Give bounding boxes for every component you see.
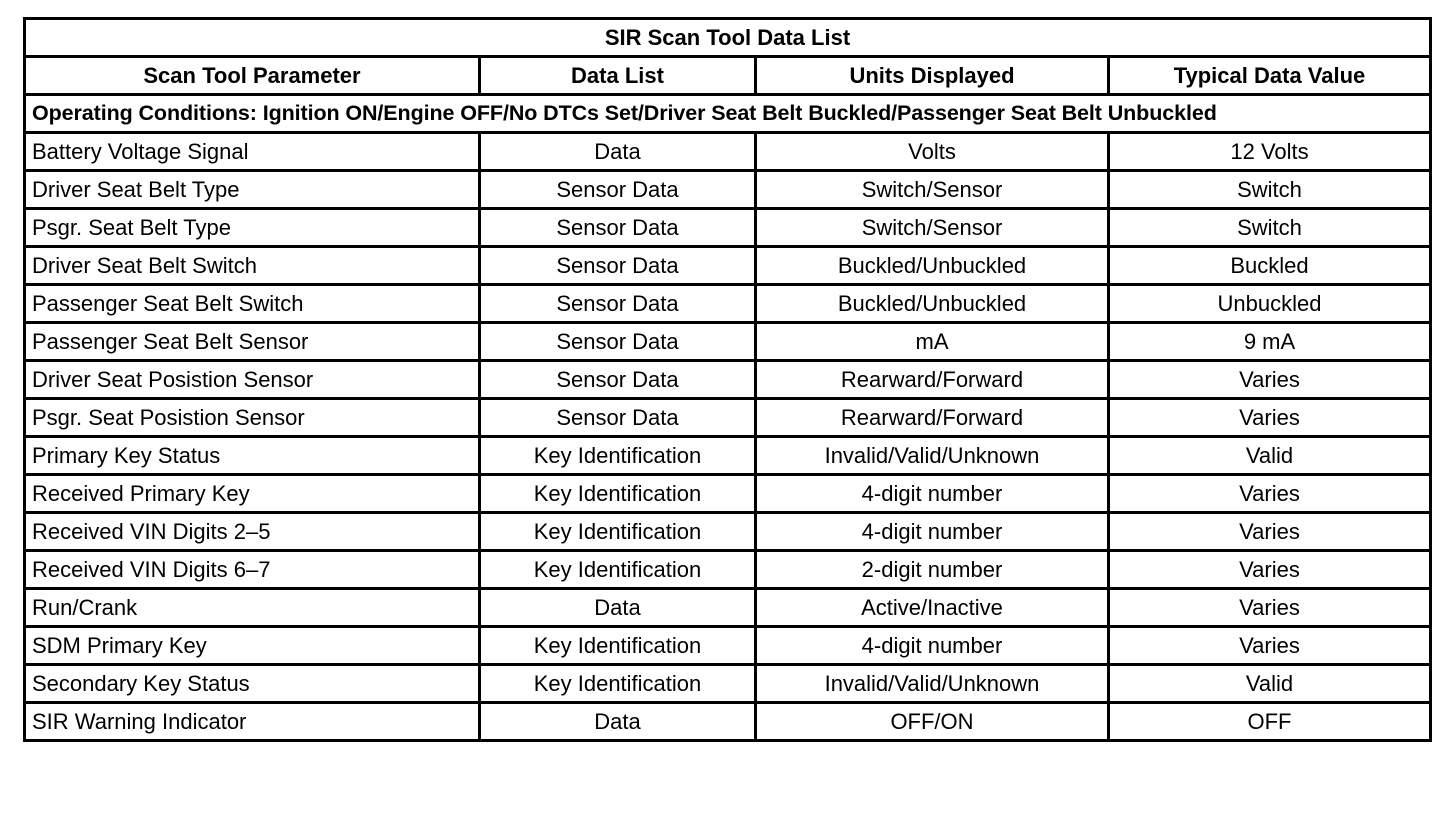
cell-units: Volts (756, 133, 1109, 171)
cell-data-list: Data (480, 703, 756, 741)
cell-units: mA (756, 323, 1109, 361)
cell-typical-value: Switch (1109, 171, 1431, 209)
cell-units: Switch/Sensor (756, 209, 1109, 247)
table-row (25, 285, 1431, 323)
cell-typical-value: Unbuckled (1109, 285, 1431, 323)
cell-typical-value: Varies (1109, 513, 1431, 551)
cell-data-list: Key Identification (480, 665, 756, 703)
table-row (25, 133, 1431, 171)
cell-units: Buckled/Unbuckled (756, 285, 1109, 323)
sir-scan-tool-data-table (23, 17, 1432, 742)
cell-data-list: Sensor Data (480, 285, 756, 323)
cell-parameter: Secondary Key Status (25, 665, 480, 703)
cell-data-list: Key Identification (480, 437, 756, 475)
cell-data-list: Key Identification (480, 627, 756, 665)
cell-data-list: Sensor Data (480, 323, 756, 361)
column-header-row (25, 57, 1431, 95)
cell-parameter: Psgr. Seat Belt Type (25, 209, 480, 247)
cell-units: 4-digit number (756, 513, 1109, 551)
cell-parameter: Primary Key Status (25, 437, 480, 475)
cell-units: Rearward/Forward (756, 399, 1109, 437)
cell-parameter: SIR Warning Indicator (25, 703, 480, 741)
cell-units: 2-digit number (756, 551, 1109, 589)
cell-data-list: Sensor Data (480, 361, 756, 399)
cell-data-list: Key Identification (480, 551, 756, 589)
table-row (25, 551, 1431, 589)
cell-typical-value: Varies (1109, 475, 1431, 513)
cell-typical-value: Varies (1109, 361, 1431, 399)
table-row (25, 665, 1431, 703)
cell-typical-value: Switch (1109, 209, 1431, 247)
cell-units: Switch/Sensor (756, 171, 1109, 209)
cell-parameter: Received VIN Digits 2–5 (25, 513, 480, 551)
table-row (25, 361, 1431, 399)
cell-typical-value: Varies (1109, 551, 1431, 589)
cell-typical-value: Varies (1109, 589, 1431, 627)
cell-units: 4-digit number (756, 627, 1109, 665)
cell-typical-value: 12 Volts (1109, 133, 1431, 171)
cell-units: Invalid/Valid/Unknown (756, 665, 1109, 703)
cell-typical-value: Valid (1109, 437, 1431, 475)
table-row (25, 247, 1431, 285)
table-row (25, 399, 1431, 437)
cell-units: Invalid/Valid/Unknown (756, 437, 1109, 475)
operating-conditions-row (25, 95, 1431, 133)
header-data-list: Data List (480, 57, 756, 95)
cell-parameter: SDM Primary Key (25, 627, 480, 665)
table-row (25, 703, 1431, 741)
cell-data-list: Sensor Data (480, 209, 756, 247)
cell-parameter: Passenger Seat Belt Sensor (25, 323, 480, 361)
table-row (25, 475, 1431, 513)
table-row (25, 627, 1431, 665)
table-row (25, 323, 1431, 361)
cell-data-list: Sensor Data (480, 171, 756, 209)
cell-parameter: Passenger Seat Belt Switch (25, 285, 480, 323)
cell-typical-value: Varies (1109, 627, 1431, 665)
cell-data-list: Data (480, 589, 756, 627)
cell-parameter: Received Primary Key (25, 475, 480, 513)
cell-parameter: Battery Voltage Signal (25, 133, 480, 171)
header-typical-data-value: Typical Data Value (1109, 57, 1431, 95)
cell-parameter: Driver Seat Belt Switch (25, 247, 480, 285)
table-row (25, 437, 1431, 475)
cell-units: Active/Inactive (756, 589, 1109, 627)
cell-parameter: Received VIN Digits 6–7 (25, 551, 480, 589)
cell-parameter: Driver Seat Posistion Sensor (25, 361, 480, 399)
table-row (25, 589, 1431, 627)
cell-typical-value: Valid (1109, 665, 1431, 703)
table-body (25, 133, 1431, 741)
header-scan-tool-parameter: Scan Tool Parameter (25, 57, 480, 95)
cell-units: Buckled/Unbuckled (756, 247, 1109, 285)
operating-conditions: Operating Conditions: Ignition ON/Engine OFF/No DTCs Set/Driver Seat Belt Buckled/Passenger Seat Belt Unbuckled (25, 95, 1431, 133)
table-title-row (25, 19, 1431, 57)
table-row (25, 171, 1431, 209)
cell-typical-value: 9 mA (1109, 323, 1431, 361)
cell-data-list: Sensor Data (480, 247, 756, 285)
cell-data-list: Sensor Data (480, 399, 756, 437)
cell-parameter: Run/Crank (25, 589, 480, 627)
table-row (25, 209, 1431, 247)
cell-data-list: Key Identification (480, 475, 756, 513)
cell-typical-value: Buckled (1109, 247, 1431, 285)
table-title: SIR Scan Tool Data List (25, 19, 1431, 57)
header-units-displayed: Units Displayed (756, 57, 1109, 95)
cell-units: Rearward/Forward (756, 361, 1109, 399)
cell-units: OFF/ON (756, 703, 1109, 741)
cell-typical-value: Varies (1109, 399, 1431, 437)
table-row (25, 513, 1431, 551)
sir-data-list-container (23, 17, 1429, 742)
cell-typical-value: OFF (1109, 703, 1431, 741)
cell-units: 4-digit number (756, 475, 1109, 513)
cell-data-list: Data (480, 133, 756, 171)
cell-data-list: Key Identification (480, 513, 756, 551)
cell-parameter: Psgr. Seat Posistion Sensor (25, 399, 480, 437)
cell-parameter: Driver Seat Belt Type (25, 171, 480, 209)
